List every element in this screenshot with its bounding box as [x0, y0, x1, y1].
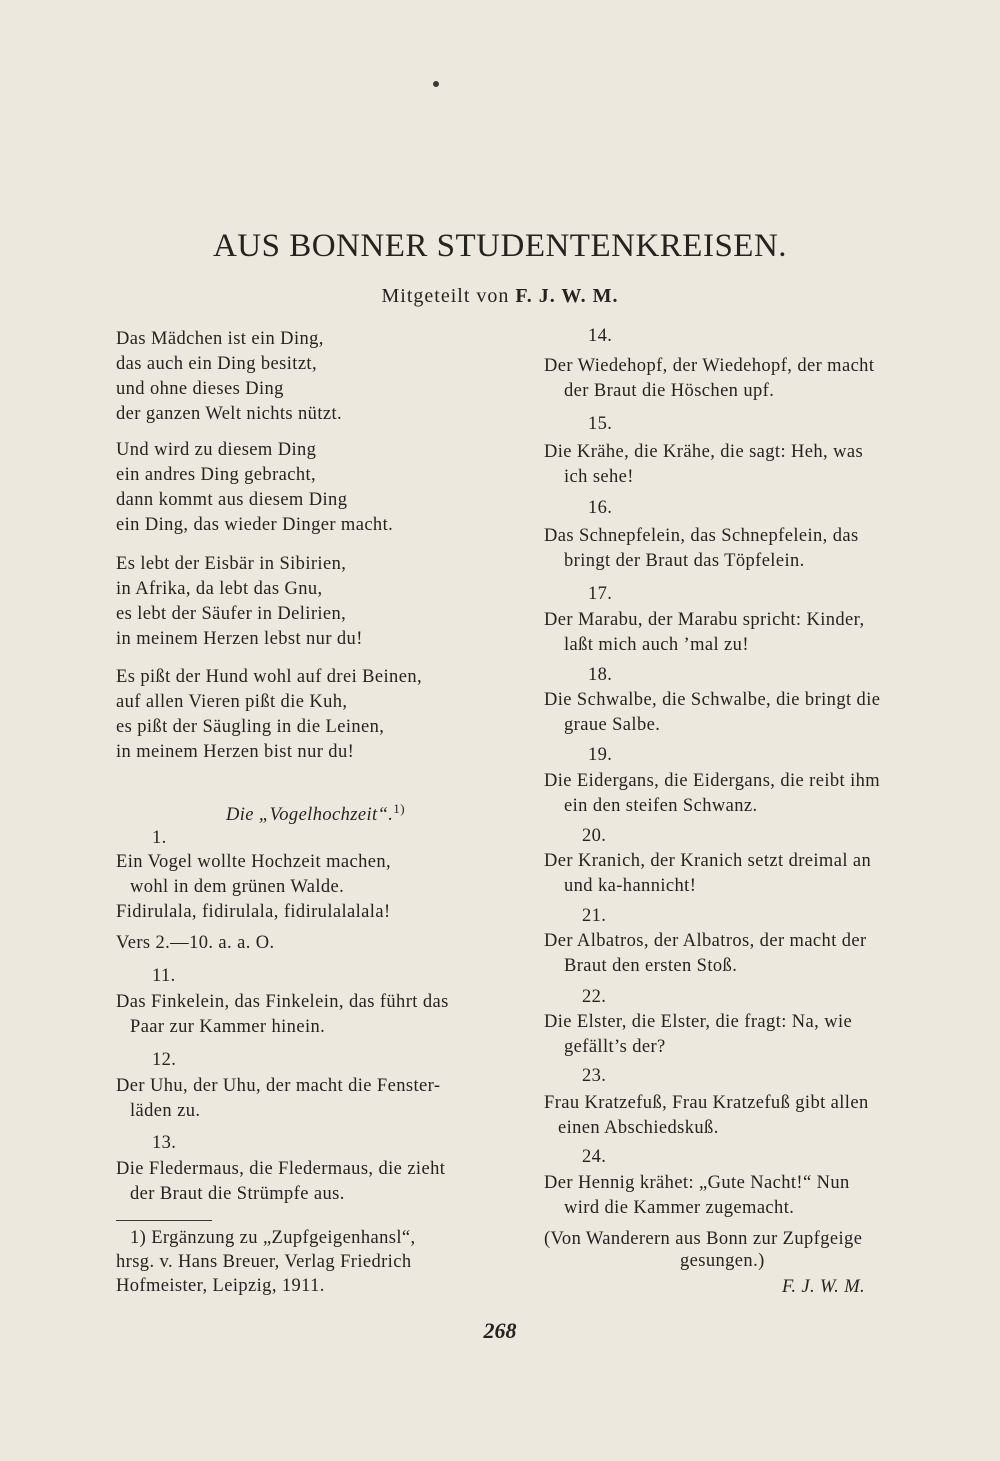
- verse-line: bringt der Braut das Töpfelein.: [564, 551, 805, 571]
- poem-line: der ganzen Welt nichts nützt.: [116, 404, 343, 424]
- ornament-dot: [433, 81, 439, 87]
- verse-number: 1.: [152, 828, 167, 848]
- verse-line: Braut den ersten Stoß.: [564, 956, 738, 976]
- verse-line: Das Schnepfelein, das Schnepfelein, das: [544, 526, 859, 546]
- verse-line: Der Wiedehopf, der Wiedehopf, der macht: [544, 356, 875, 376]
- poem-line: in meinem Herzen lebst nur du!: [116, 629, 363, 649]
- verse-number: 16.: [588, 498, 613, 518]
- verse-number: 24.: [582, 1147, 607, 1167]
- verse-number: 11.: [152, 966, 176, 986]
- poem-line: ein Ding, das wieder Dinger macht.: [116, 515, 394, 535]
- verse-line: Fidirulala, fidirulala, fidirulalalala!: [116, 902, 391, 922]
- verse-line: Die Schwalbe, die Schwalbe, die bringt die: [544, 690, 881, 710]
- verse-number: 18.: [588, 665, 613, 685]
- verse-number: 20.: [582, 826, 607, 846]
- verse-number: 22.: [582, 987, 607, 1007]
- poem-line: und ohne dieses Ding: [116, 379, 284, 399]
- verse-line: Der Hennig krähet: „Gute Nacht!“ Nun: [544, 1173, 850, 1193]
- verse-line: Frau Kratzefuß, Frau Kratzefuß gibt allen: [544, 1093, 869, 1113]
- song-title-text: Die „Vogelhochzeit“.: [226, 805, 394, 826]
- footnote-rule: [116, 1220, 212, 1221]
- page-number: 268: [483, 1318, 517, 1343]
- verse-line: Ein Vogel wollte Hochzeit machen,: [116, 852, 392, 872]
- footnote-ref: 1): [393, 801, 405, 816]
- poem-line: Es lebt der Eisbär in Sibirien,: [116, 554, 347, 574]
- verse-number: 23.: [582, 1066, 607, 1086]
- vers-range-text: Vers 2.—10. a. a. O.: [116, 933, 275, 953]
- verse-line: und ka-hannicht!: [564, 876, 697, 896]
- verse-line: ein den steifen Schwanz.: [564, 796, 758, 816]
- verse-line: Der Uhu, der Uhu, der macht die Fenster-: [116, 1076, 441, 1096]
- poem-line: dann kommt aus diesem Ding: [116, 490, 348, 510]
- subtitle-author: F. J. W. M.: [515, 285, 619, 307]
- verse-line: Paar zur Kammer hinein.: [130, 1017, 326, 1037]
- poem-line: es lebt der Säufer in Delirien,: [116, 604, 347, 624]
- poem-line: Das Mädchen ist ein Ding,: [116, 329, 324, 349]
- verse-number: 15.: [588, 414, 613, 434]
- verse-line: Das Finkelein, das Finkelein, das führt das: [116, 992, 449, 1012]
- verse-line: Der Kranich, der Kranich setzt dreimal an: [544, 851, 872, 871]
- poem-line: Es pißt der Hund wohl auf drei Beinen,: [116, 667, 422, 687]
- verse-line: der Braut die Strümpfe aus.: [130, 1184, 345, 1204]
- verse-line: Der Albatros, der Albatros, der macht der: [544, 931, 867, 951]
- signature: F. J. W. M.: [782, 1277, 866, 1297]
- verse-number: 13.: [152, 1133, 177, 1153]
- page-title: AUS BONNER STUDENTENKREISEN.: [212, 228, 788, 264]
- poem-line: das auch ein Ding besitzt,: [116, 354, 318, 374]
- verse-line: läden zu.: [130, 1101, 201, 1121]
- closing-line: gesungen.): [680, 1251, 765, 1271]
- footnote-line: Hofmeister, Leipzig, 1911.: [116, 1276, 325, 1296]
- verse-line: graue Salbe.: [564, 715, 661, 735]
- poem-line: auf allen Vieren pißt die Kuh,: [116, 692, 348, 712]
- verse-line: Die Eidergans, die Eidergans, die reibt ihm: [544, 771, 881, 791]
- verse-number: 19.: [588, 745, 613, 765]
- verse-line: wird die Kammer zugemacht.: [564, 1198, 795, 1218]
- poem-line: in Afrika, da lebt das Gnu,: [116, 579, 323, 599]
- page-subtitle: [0, 285, 1000, 308]
- verse-line: Die Krähe, die Krähe, die sagt: Heh, was: [544, 442, 864, 462]
- verse-number: 14.: [588, 326, 613, 346]
- subtitle-prefix: Mitgeteilt von: [381, 285, 510, 307]
- closing-line: (Von Wanderern aus Bonn zur Zupfgeige: [544, 1229, 863, 1249]
- poem-line: Und wird zu diesem Ding: [116, 440, 317, 460]
- verse-number: 21.: [582, 906, 607, 926]
- song-title: [226, 801, 405, 826]
- verse-line: Die Fledermaus, die Fledermaus, die zieht: [116, 1159, 446, 1179]
- poem-line: es pißt der Säugling in die Leinen,: [116, 717, 385, 737]
- verse-line: Die Elster, die Elster, die fragt: Na, wie: [544, 1012, 853, 1032]
- footnote-line: 1) Ergänzung zu „Zupfgeigenhansl“,: [130, 1228, 416, 1248]
- verse-line: gefällt’s der?: [564, 1037, 666, 1057]
- poem-line: ein andres Ding gebracht,: [116, 465, 317, 485]
- verse-line: laßt mich auch ’mal zu!: [564, 635, 749, 655]
- verse-line: einen Abschiedskuß.: [558, 1118, 719, 1138]
- verse-number: 12.: [152, 1050, 177, 1070]
- verse-line: der Braut die Höschen upf.: [564, 381, 775, 401]
- verse-line: ich sehe!: [564, 467, 634, 487]
- poem-line: in meinem Herzen bist nur du!: [116, 742, 355, 762]
- footnote-line: hrsg. v. Hans Breuer, Verlag Friedrich: [116, 1252, 412, 1272]
- verse-line: Der Marabu, der Marabu spricht: Kinder,: [544, 610, 865, 630]
- verse-line: wohl in dem grünen Walde.: [130, 877, 345, 897]
- verse-number: 17.: [588, 584, 613, 604]
